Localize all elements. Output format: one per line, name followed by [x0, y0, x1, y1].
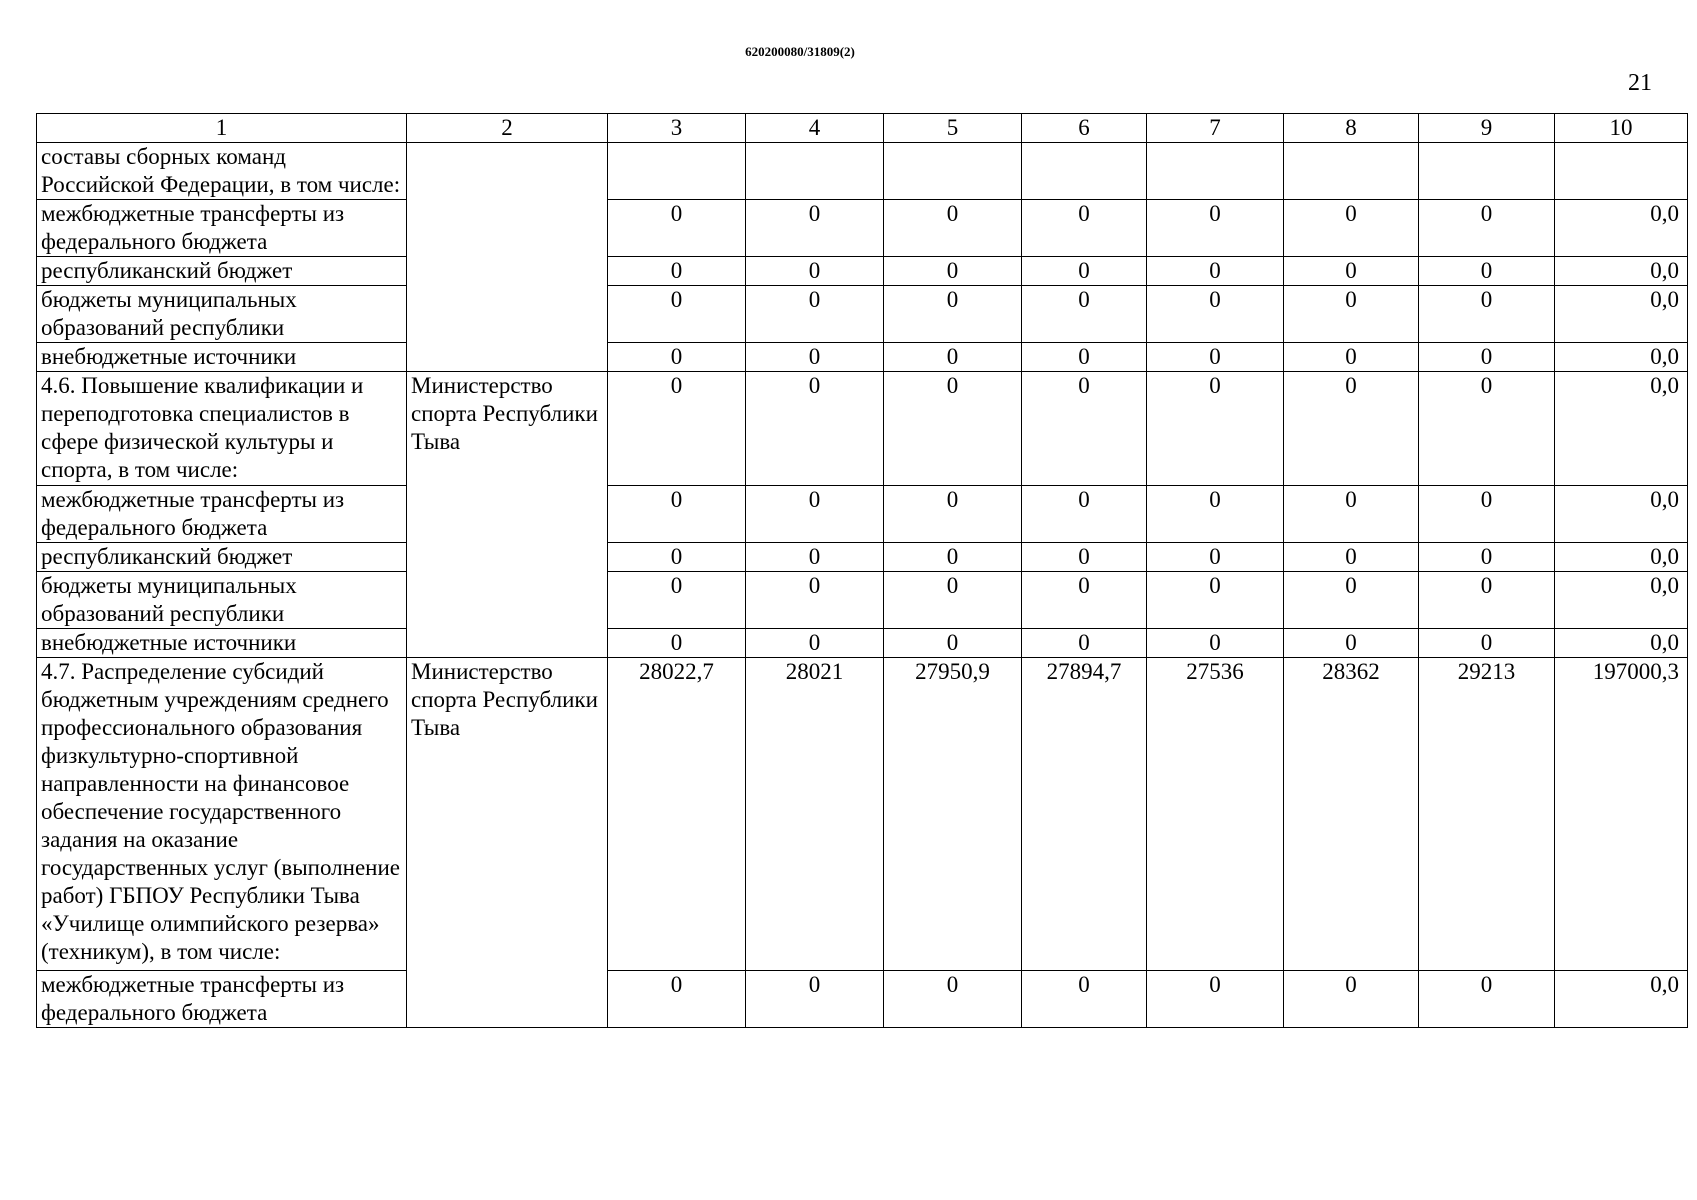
cell-col3: 0 [608, 971, 746, 1028]
row-name: внебюджетные источники [37, 629, 407, 658]
table-row [37, 257, 1688, 286]
table-row [37, 200, 1688, 257]
cell-col10: 0,0 [1555, 971, 1688, 1028]
row-name: межбюджетные трансферты из федерального бюджета [37, 486, 407, 543]
cell-col6: 0 [1022, 572, 1147, 629]
cell-col5: 0 [884, 257, 1022, 286]
document-code: 620200080/31809(2) [745, 44, 855, 59]
executor-cell: Министерство спорта Республики Тыва [407, 372, 608, 658]
row-name: межбюджетные трансферты из федерального бюджета [37, 200, 407, 257]
cell-col10: 0,0 [1555, 572, 1688, 629]
cell-col8: 0 [1284, 257, 1419, 286]
cell-col9: 29213 [1419, 658, 1555, 971]
column-header: 8 [1284, 114, 1419, 143]
cell-col8: 0 [1284, 572, 1419, 629]
cell-col9: 0 [1419, 286, 1555, 343]
cell-col7: 0 [1147, 286, 1284, 343]
cell-col7: 0 [1147, 343, 1284, 372]
cell-col6: 0 [1022, 543, 1147, 572]
cell-col6: 0 [1022, 372, 1147, 486]
cell-col3: 0 [608, 343, 746, 372]
cell-col8: 0 [1284, 629, 1419, 658]
row-name: 4.7. Распределение субсидий бюджетным учреждениям среднего профессионального образования физкультурно-спортивной направленности на финансовое обеспечение государственного задания на оказание государственных услуг (выполнение работ) ГБПОУ Республики Тыва «Училище олимпийского резерва» (техникум), в том числе: [37, 658, 407, 971]
cell-col9 [1419, 143, 1555, 200]
cell-col4: 0 [746, 543, 884, 572]
cell-col3: 0 [608, 572, 746, 629]
cell-col3: 0 [608, 257, 746, 286]
cell-col5: 0 [884, 286, 1022, 343]
row-name: внебюджетные источники [37, 343, 407, 372]
table-row [37, 658, 1688, 971]
cell-col9: 0 [1419, 257, 1555, 286]
table-row [37, 143, 1688, 200]
cell-col7: 0 [1147, 629, 1284, 658]
cell-col6: 0 [1022, 971, 1147, 1028]
cell-col5: 27950,9 [884, 658, 1022, 971]
cell-col6: 0 [1022, 200, 1147, 257]
cell-col6: 0 [1022, 629, 1147, 658]
cell-col6: 0 [1022, 286, 1147, 343]
table-row [37, 372, 1688, 486]
cell-col3: 0 [608, 286, 746, 343]
cell-col9: 0 [1419, 200, 1555, 257]
cell-col3: 28022,7 [608, 658, 746, 971]
cell-col6 [1022, 143, 1147, 200]
cell-col7 [1147, 143, 1284, 200]
cell-col7: 0 [1147, 372, 1284, 486]
row-name: межбюджетные трансферты из федерального бюджета [37, 971, 407, 1028]
cell-col5: 0 [884, 971, 1022, 1028]
cell-col7: 0 [1147, 971, 1284, 1028]
column-header: 7 [1147, 114, 1284, 143]
cell-col6: 27894,7 [1022, 658, 1147, 971]
cell-col10: 0,0 [1555, 286, 1688, 343]
table-row [37, 286, 1688, 343]
cell-col5: 0 [884, 572, 1022, 629]
cell-col7: 0 [1147, 543, 1284, 572]
cell-col10: 0,0 [1555, 200, 1688, 257]
cell-col4: 0 [746, 372, 884, 486]
cell-col5 [884, 143, 1022, 200]
cell-col4: 0 [746, 257, 884, 286]
row-name: 4.6. Повышение квалификации и переподготовка специалистов в сфере физической культуры и спорта, в том числе: [37, 372, 407, 486]
cell-col4: 28021 [746, 658, 884, 971]
cell-col7: 0 [1147, 257, 1284, 286]
cell-col7: 27536 [1147, 658, 1284, 971]
table-row [37, 971, 1688, 1028]
column-header: 6 [1022, 114, 1147, 143]
table-row [37, 343, 1688, 372]
cell-col6: 0 [1022, 257, 1147, 286]
page-number: 21 [1628, 70, 1652, 96]
executor-cell-empty [407, 143, 608, 372]
column-header: 4 [746, 114, 884, 143]
cell-col8: 0 [1284, 200, 1419, 257]
cell-col7: 0 [1147, 486, 1284, 543]
table-row [37, 543, 1688, 572]
column-header: 3 [608, 114, 746, 143]
cell-col8: 0 [1284, 286, 1419, 343]
column-header: 5 [884, 114, 1022, 143]
cell-col9: 0 [1419, 971, 1555, 1028]
cell-col3: 0 [608, 200, 746, 257]
table-row [37, 572, 1688, 629]
table-row [37, 486, 1688, 543]
cell-col9: 0 [1419, 572, 1555, 629]
cell-col7: 0 [1147, 572, 1284, 629]
table-row [37, 629, 1688, 658]
cell-col5: 0 [884, 372, 1022, 486]
cell-col4 [746, 143, 884, 200]
budget-table [36, 113, 1688, 1028]
cell-col6: 0 [1022, 486, 1147, 543]
cell-col3: 0 [608, 629, 746, 658]
cell-col9: 0 [1419, 343, 1555, 372]
cell-col9: 0 [1419, 486, 1555, 543]
cell-col6: 0 [1022, 343, 1147, 372]
row-name: республиканский бюджет [37, 543, 407, 572]
cell-col8 [1284, 143, 1419, 200]
cell-col10 [1555, 143, 1688, 200]
row-name: республиканский бюджет [37, 257, 407, 286]
cell-col10: 197000,3 [1555, 658, 1688, 971]
cell-col8: 0 [1284, 343, 1419, 372]
cell-col4: 0 [746, 971, 884, 1028]
cell-col4: 0 [746, 343, 884, 372]
column-header: 2 [407, 114, 608, 143]
executor-cell: Министерство спорта Республики Тыва [407, 658, 608, 1028]
row-name: бюджеты муниципальных образований республики [37, 572, 407, 629]
cell-col9: 0 [1419, 629, 1555, 658]
cell-col8: 0 [1284, 486, 1419, 543]
cell-col9: 0 [1419, 372, 1555, 486]
table-header-row [37, 114, 1688, 143]
cell-col5: 0 [884, 543, 1022, 572]
cell-col10: 0,0 [1555, 629, 1688, 658]
cell-col4: 0 [746, 486, 884, 543]
cell-col10: 0,0 [1555, 257, 1688, 286]
row-name: составы сборных команд Российской Федерации, в том числе: [37, 143, 407, 200]
cell-col10: 0,0 [1555, 543, 1688, 572]
cell-col5: 0 [884, 629, 1022, 658]
cell-col10: 0,0 [1555, 372, 1688, 486]
cell-col8: 28362 [1284, 658, 1419, 971]
cell-col3 [608, 143, 746, 200]
cell-col5: 0 [884, 200, 1022, 257]
cell-col3: 0 [608, 543, 746, 572]
cell-col7: 0 [1147, 200, 1284, 257]
column-header: 10 [1555, 114, 1688, 143]
cell-col5: 0 [884, 486, 1022, 543]
column-header: 1 [37, 114, 407, 143]
row-name: бюджеты муниципальных образований республики [37, 286, 407, 343]
cell-col4: 0 [746, 629, 884, 658]
cell-col10: 0,0 [1555, 343, 1688, 372]
cell-col4: 0 [746, 200, 884, 257]
cell-col3: 0 [608, 372, 746, 486]
cell-col4: 0 [746, 572, 884, 629]
cell-col8: 0 [1284, 372, 1419, 486]
cell-col8: 0 [1284, 543, 1419, 572]
cell-col5: 0 [884, 343, 1022, 372]
cell-col8: 0 [1284, 971, 1419, 1028]
cell-col3: 0 [608, 486, 746, 543]
cell-col9: 0 [1419, 543, 1555, 572]
cell-col4: 0 [746, 286, 884, 343]
cell-col10: 0,0 [1555, 486, 1688, 543]
column-header: 9 [1419, 114, 1555, 143]
